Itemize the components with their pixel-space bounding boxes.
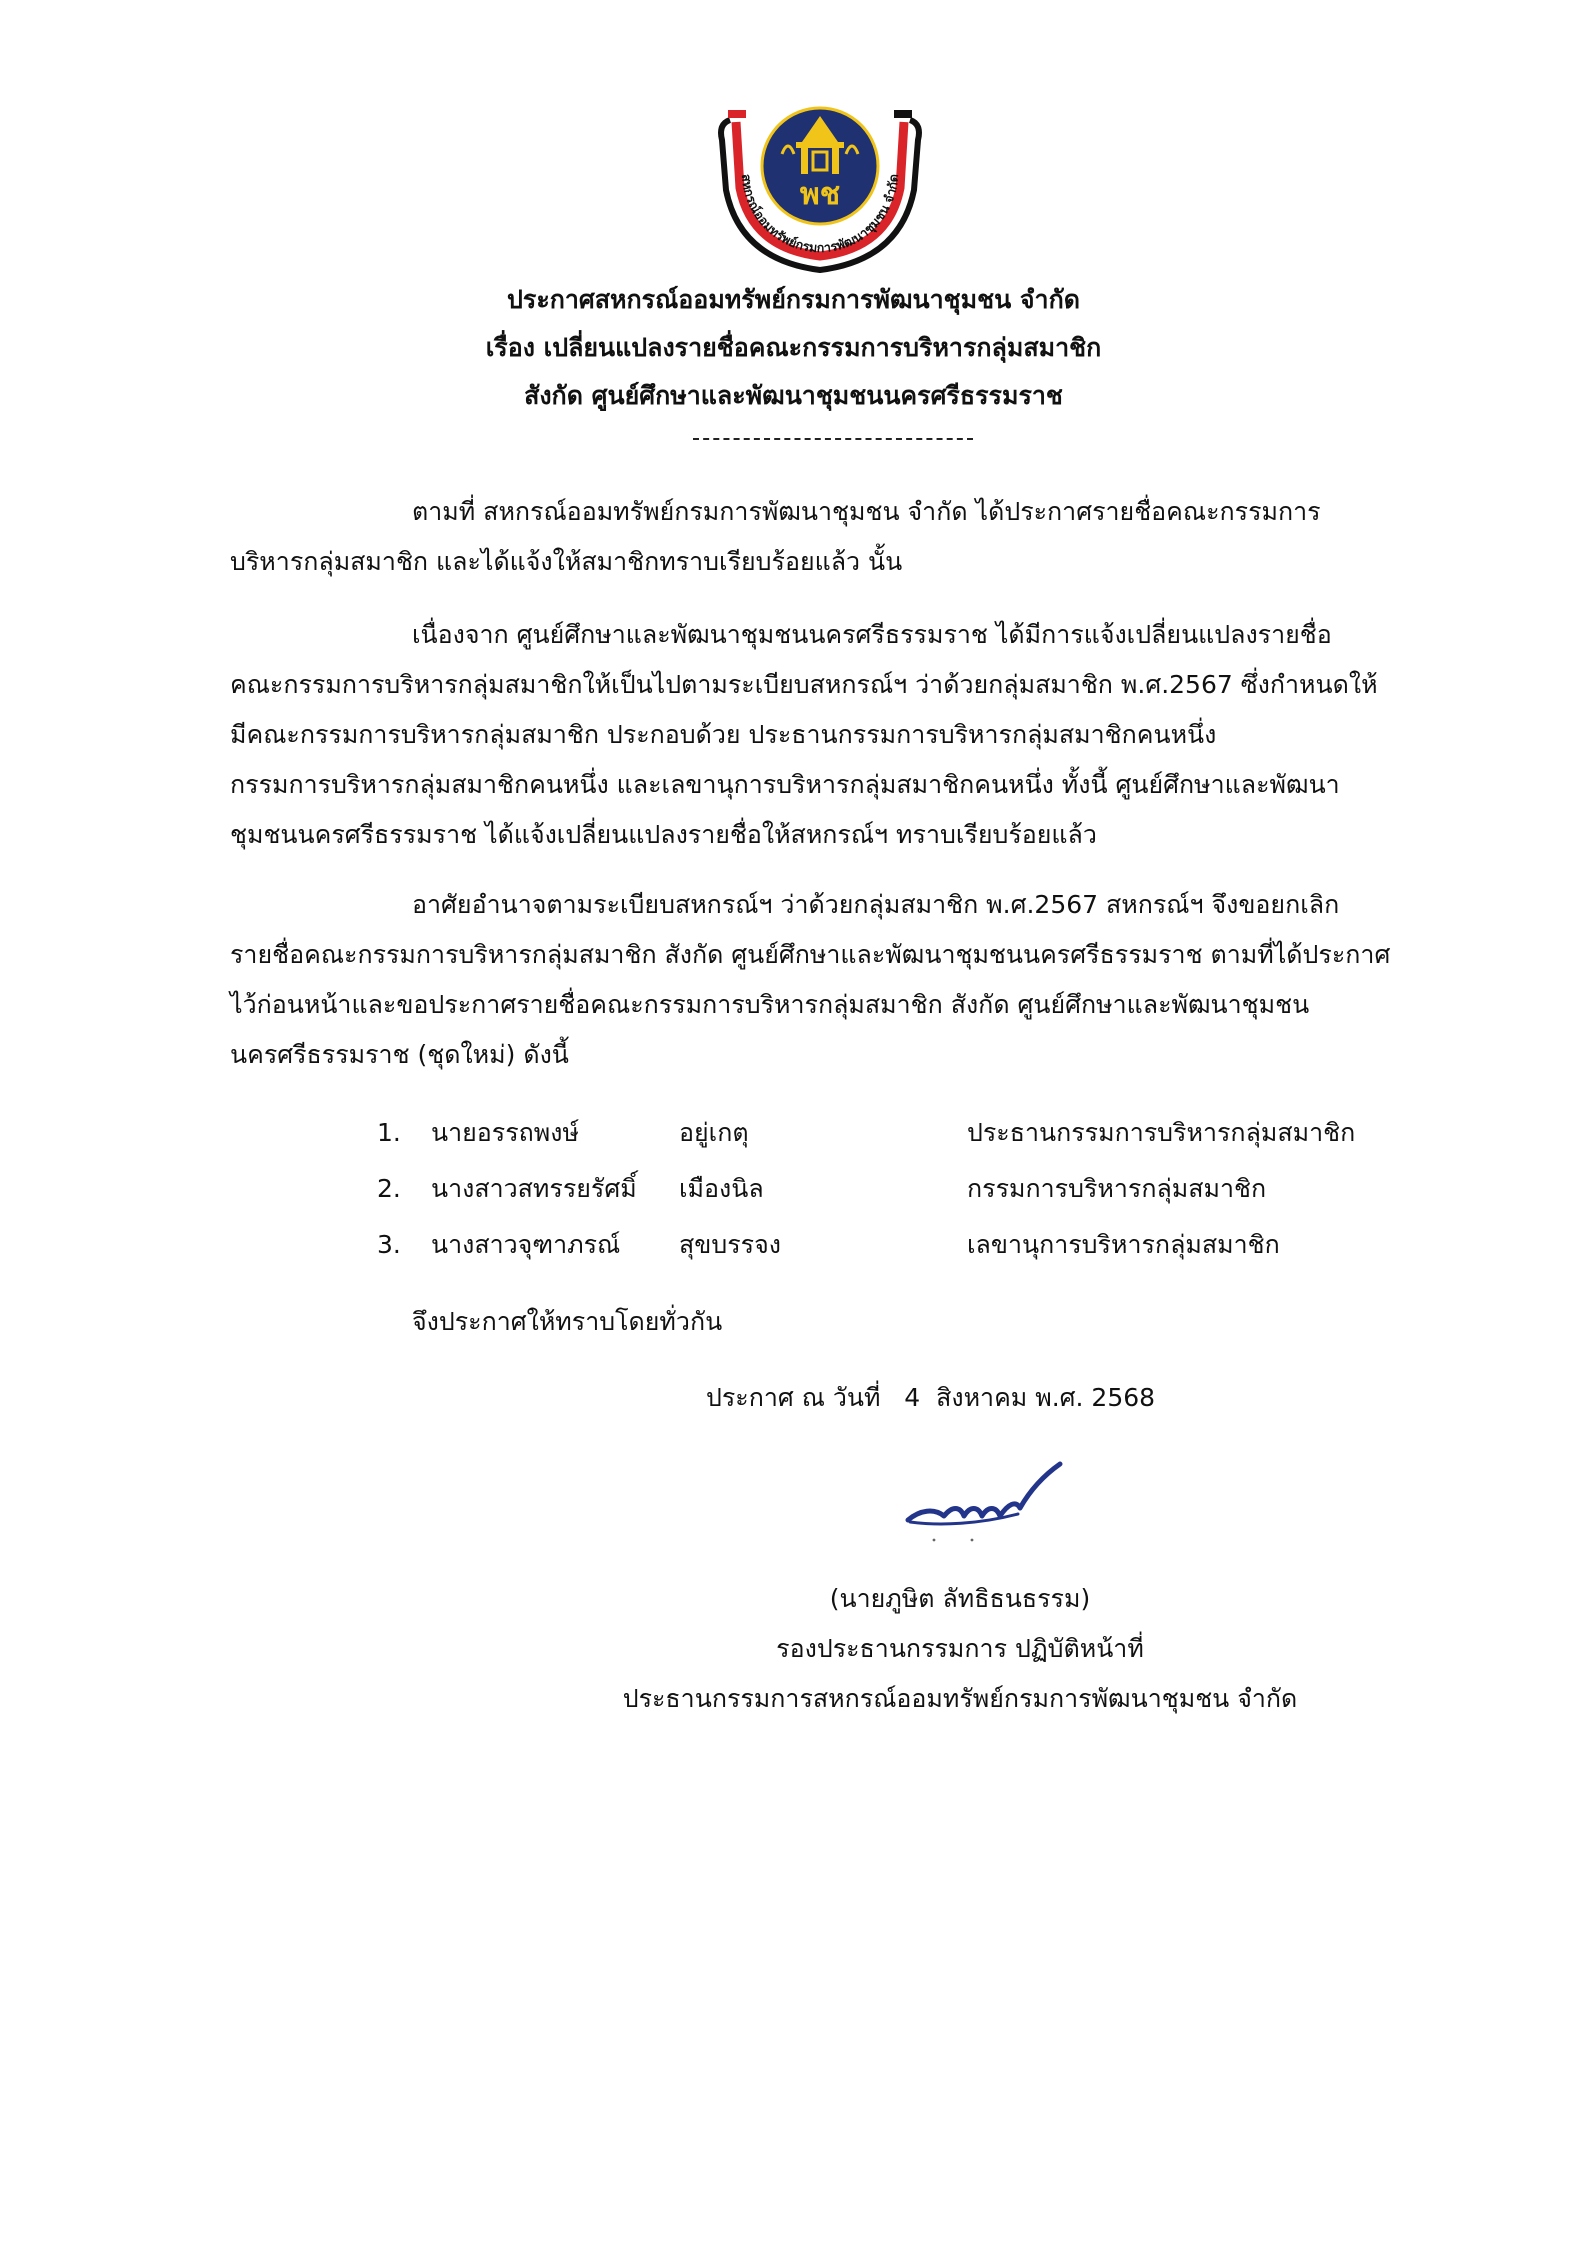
- title-line-3: สังกัด ศูนย์ศึกษาและพัฒนาชุมชนนครศรีธรรมราช: [524, 381, 1063, 410]
- paragraph-3: [230, 880, 1445, 1080]
- signatory-position-2: ประธานกรรมการสหกรณ์ออมทรัพย์กรมการพัฒนาชุมชน จำกัด: [622, 1684, 1298, 1713]
- roster-row: [377, 1105, 1377, 1161]
- member-last-name: เมืองนิล: [679, 1174, 764, 1203]
- member-last-name: สุขบรรจง: [679, 1230, 781, 1259]
- handwritten-signature: [900, 1458, 1070, 1548]
- paragraph-line: รายชื่อคณะกรรมการบริหารกลุ่มสมาชิก สังกัด ศูนย์ศึกษาและพัฒนาชุมชนนครศรีธรรมราช ตามที่ได้ประกาศ: [230, 940, 1391, 969]
- paragraph-line: เนื่องจาก ศูนย์ศึกษาและพัฒนาชุมชนนครศรีธรรมราช ได้มีการแจ้งเปลี่ยนแปลงรายชื่อ: [412, 620, 1332, 649]
- signatory-name: (นายภูษิต ลัทธิธนธรรม): [829, 1584, 1091, 1613]
- member-role: เลขานุการบริหารกลุ่มสมาชิก: [967, 1230, 1280, 1259]
- signatory-position: รองประธานกรรมการ ปฏิบัติหน้าที่: [776, 1634, 1144, 1663]
- paragraph-1: [230, 487, 1445, 587]
- member-first-name: นางสาวจุฑาภรณ์: [431, 1230, 621, 1259]
- member-last-name: อยู่เกตุ: [679, 1118, 749, 1147]
- roster-row: [377, 1217, 1377, 1273]
- paragraph-line: ไว้ก่อนหน้าและขอประกาศรายชื่อคณะกรรมการบริหารกลุ่มสมาชิก สังกัด ศูนย์ศึกษาและพัฒนาชุมชน: [230, 990, 1310, 1019]
- announcement-date: ประกาศ ณ วันที่ 4 สิงหาคม พ.ศ. 2568: [706, 1383, 1156, 1412]
- paragraph-line: คณะกรรมการบริหารกลุ่มสมาชิกให้เป็นไปตามระเบียบสหกรณ์ฯ ว่าด้วยกลุ่มสมาชิก พ.ศ.2567 ซึ่งกำหนดให้: [230, 670, 1378, 699]
- seal-ring-text: สหกรณ์ออมทรัพย์กรมการพัฒนาชุมชน จำกัด: [738, 173, 902, 256]
- member-role: กรรมการบริหารกลุ่มสมาชิก: [967, 1174, 1267, 1203]
- paragraph-line: มีคณะกรรมการบริหารกลุ่มสมาชิก ประกอบด้วย ประธานกรรมการบริหารกลุ่มสมาชิกคนหนึ่ง: [230, 720, 1217, 749]
- title-divider: [693, 438, 973, 440]
- closing-statement: จึงประกาศให้ทราบโดยทั่วกัน: [412, 1307, 723, 1336]
- paragraph-line: ตามที่ สหกรณ์ออมทรัพย์กรมการพัฒนาชุมชน จำกัด ได้ประกาศรายชื่อคณะกรรมการ: [412, 497, 1321, 526]
- member-number: 1.: [377, 1118, 401, 1147]
- title-line-1: ประกาศสหกรณ์ออมทรัพย์กรมการพัฒนาชุมชน จำกัด: [507, 285, 1080, 314]
- paragraph-line: อาศัยอำนาจตามระเบียบสหกรณ์ฯ ว่าด้วยกลุ่มสมาชิก พ.ศ.2567 สหกรณ์ฯ จึงขอยกเลิก: [412, 890, 1340, 919]
- paragraph-line: นครศรีธรรมราช (ชุดใหม่) ดังนี้: [230, 1040, 569, 1069]
- committee-roster: [377, 1105, 1377, 1273]
- paragraph-2: [230, 610, 1445, 860]
- member-number: 3.: [377, 1230, 401, 1259]
- title-line-2: เรื่อง เปลี่ยนแปลงรายชื่อคณะกรรมการบริหารกลุ่มสมาชิก: [485, 333, 1102, 362]
- member-number: 2.: [377, 1174, 401, 1203]
- member-role: ประธานกรรมการบริหารกลุ่มสมาชิก: [967, 1118, 1356, 1147]
- paragraph-line: กรรมการบริหารกลุ่มสมาชิกคนหนึ่ง และเลขานุการบริหารกลุ่มสมาชิกคนหนึ่ง ทั้งนี้ ศูนย์ศึกษาและพัฒนา: [230, 770, 1340, 799]
- roster-row: [377, 1161, 1377, 1217]
- paragraph-line: บริหารกลุ่มสมาชิก และได้แจ้งให้สมาชิกทราบเรียบร้อยแล้ว นั้น: [230, 547, 903, 576]
- member-first-name: นางสาวสทรรยรัศมิ์: [431, 1174, 637, 1203]
- cooperative-seal-logo: [700, 100, 940, 280]
- paragraph-line: ชุมชนนครศรีธรรมราช ได้แจ้งเปลี่ยนแปลงรายชื่อให้สหกรณ์ฯ ทราบเรียบร้อยแล้ว: [230, 820, 1097, 849]
- member-first-name: นายอรรถพงษ์: [431, 1118, 579, 1147]
- seal-center-text: พช: [799, 177, 841, 212]
